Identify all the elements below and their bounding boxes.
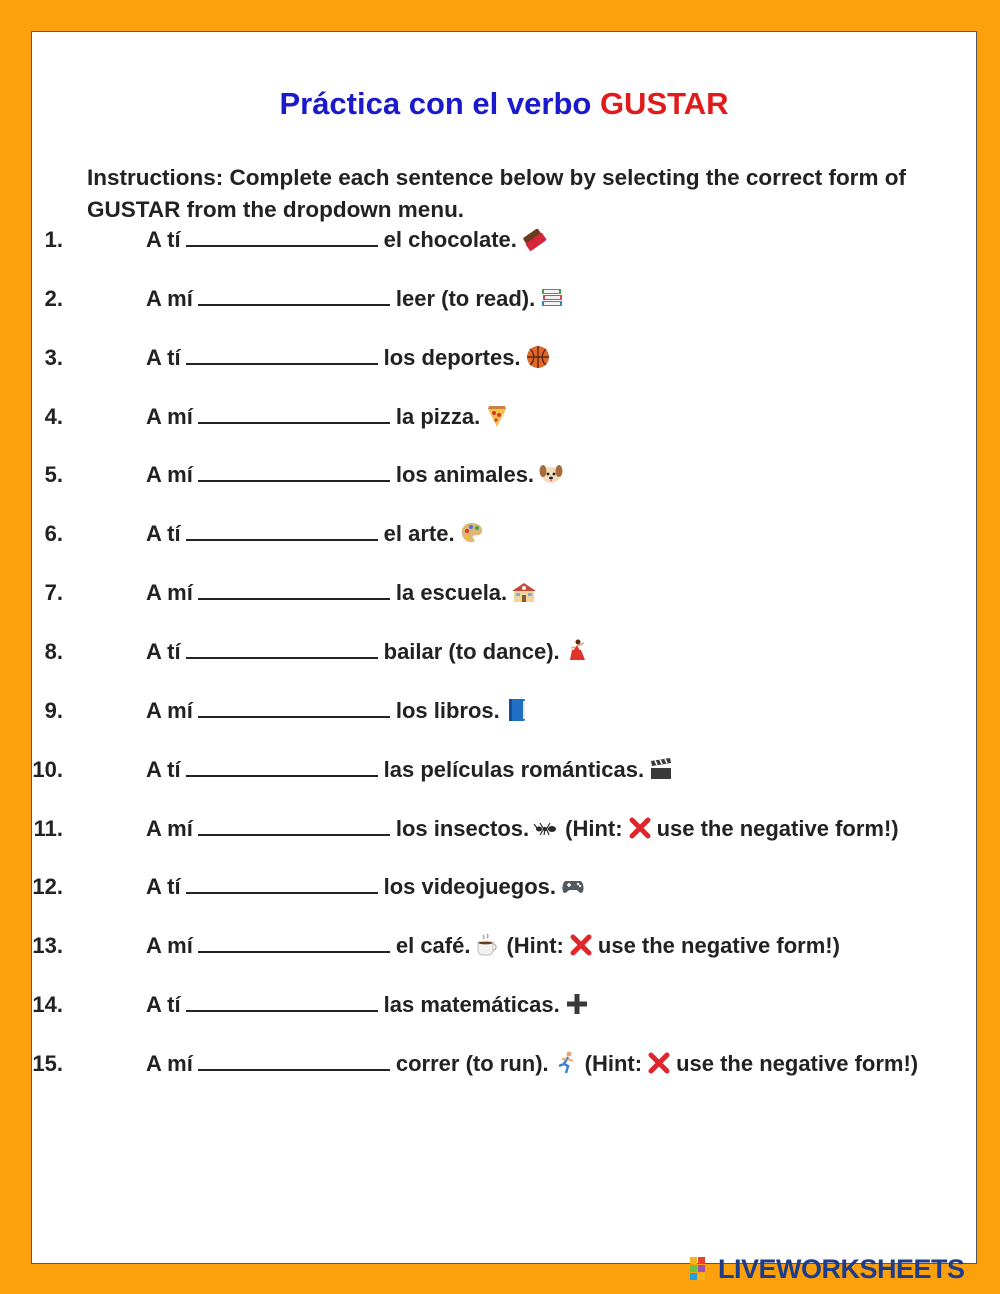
- item-number: 3.: [44, 344, 63, 370]
- dancer-icon: [564, 638, 590, 664]
- runner-icon: [553, 1050, 579, 1076]
- item-sentence: [146, 1049, 918, 1079]
- item-number: 9.: [44, 697, 63, 723]
- item-number: 6.: [44, 521, 63, 547]
- game-controller-icon: [560, 873, 586, 899]
- answer-dropdown[interactable]: [198, 1049, 390, 1071]
- page-title: [32, 88, 976, 119]
- answer-dropdown[interactable]: [186, 872, 378, 894]
- exercise-item: [32, 696, 978, 726]
- hint-text: use the negative form!): [597, 933, 840, 959]
- logo-text: LIVEWORKSHEETS: [718, 1254, 965, 1284]
- answer-dropdown[interactable]: [198, 814, 390, 836]
- item-sentence: [146, 872, 592, 902]
- hot-coffee-icon: [474, 932, 500, 958]
- item-sentence: [146, 460, 570, 490]
- answer-dropdown[interactable]: [198, 460, 390, 482]
- item-ending: los animales.: [395, 462, 535, 488]
- artist-palette-icon: [459, 520, 485, 546]
- item-sentence: [146, 637, 596, 667]
- item-sentence: [146, 755, 680, 785]
- dog-face-icon: [538, 461, 564, 487]
- item-sentence: [146, 696, 536, 726]
- item-sentence: [146, 225, 553, 255]
- exercise-item: [32, 990, 978, 1020]
- item-subject: A mí: [146, 933, 193, 959]
- red-x-icon: [568, 932, 594, 958]
- clapper-board-icon: [648, 756, 674, 782]
- answer-dropdown[interactable]: [186, 990, 378, 1012]
- item-ending: el arte.: [383, 521, 455, 547]
- item-sentence: [146, 990, 596, 1020]
- item-ending: bailar (to dance).: [383, 638, 560, 664]
- answer-dropdown[interactable]: [198, 284, 390, 306]
- exercise-item: [32, 460, 978, 490]
- answer-dropdown[interactable]: [186, 343, 378, 365]
- hint-prefix: (Hint:: [506, 933, 564, 959]
- item-sentence: [146, 284, 571, 314]
- item-number: 5.: [44, 462, 63, 488]
- exercise-item: [32, 225, 978, 255]
- answer-dropdown[interactable]: [198, 696, 390, 718]
- item-number: 15.: [32, 1050, 63, 1076]
- item-subject: A tí: [146, 992, 181, 1018]
- item-sentence: [146, 402, 516, 432]
- item-ending: los insectos.: [395, 815, 530, 841]
- item-ending: el café.: [395, 933, 471, 959]
- item-ending: leer (to read).: [395, 285, 536, 311]
- item-ending: las películas románticas.: [383, 756, 645, 782]
- liveworksheets-logo: [690, 1254, 990, 1284]
- item-subject: A tí: [146, 227, 181, 252]
- plus-icon: [564, 991, 590, 1017]
- item-number: 8.: [44, 638, 63, 664]
- item-subject: A mí: [146, 403, 193, 429]
- answer-dropdown[interactable]: [186, 519, 378, 541]
- school-icon: [511, 579, 537, 605]
- item-sentence: [146, 519, 491, 549]
- exercise-item: [32, 814, 978, 844]
- item-number: 11.: [33, 815, 63, 841]
- item-subject: A mí: [146, 1050, 193, 1076]
- chocolate-bar-icon: [521, 226, 547, 252]
- item-subject: A tí: [146, 874, 181, 900]
- exercise-item: [32, 578, 978, 608]
- answer-dropdown[interactable]: [198, 402, 390, 424]
- title-main: Práctica con el verbo: [279, 86, 600, 121]
- exercise-item: [32, 284, 978, 314]
- item-sentence: [146, 931, 840, 961]
- item-number: 12.: [32, 874, 63, 900]
- item-subject: A tí: [146, 344, 181, 370]
- answer-dropdown[interactable]: [198, 931, 390, 953]
- books-icon: [539, 285, 565, 311]
- item-number: 2.: [44, 285, 63, 311]
- item-ending: la pizza.: [395, 403, 481, 429]
- worksheet-page: [31, 31, 977, 1264]
- item-ending: la escuela.: [395, 580, 508, 606]
- item-subject: A mí: [146, 462, 193, 488]
- title-accent: GUSTAR: [599, 86, 729, 121]
- item-number: 13.: [32, 933, 63, 959]
- item-ending: correr (to run).: [395, 1050, 549, 1076]
- item-ending: las matemáticas.: [383, 992, 560, 1018]
- item-number: 7.: [44, 580, 63, 606]
- exercise-item: [32, 402, 978, 432]
- item-ending: los libros.: [395, 697, 500, 723]
- item-subject: A mí: [146, 580, 193, 606]
- exercise-item: [32, 1049, 978, 1079]
- exercise-item: [32, 519, 978, 549]
- item-sentence: [146, 814, 899, 844]
- item-ending: el chocolate.: [383, 227, 517, 252]
- answer-dropdown[interactable]: [186, 637, 378, 659]
- exercise-item: [32, 931, 978, 961]
- item-number: 4.: [44, 403, 63, 429]
- item-subject: A tí: [146, 521, 181, 547]
- item-sentence: [146, 343, 557, 373]
- exercise-item: [32, 343, 978, 373]
- blue-book-icon: [504, 697, 530, 723]
- item-number: 10.: [32, 756, 63, 782]
- answer-dropdown[interactable]: [186, 755, 378, 777]
- liveworksheets-mark-icon: [690, 1257, 716, 1281]
- hint-text: use the negative form!): [676, 1050, 919, 1076]
- answer-dropdown[interactable]: [198, 578, 390, 600]
- answer-dropdown[interactable]: [186, 225, 378, 247]
- pizza-icon: [484, 403, 510, 429]
- instructions-text: Instructions: Complete each sentence below by selecting the correct form of GUSTAR from the dropdown menu.: [87, 165, 906, 222]
- red-x-icon: [627, 815, 653, 841]
- hint-text: use the negative form!): [656, 815, 899, 841]
- exercise-item: [32, 755, 978, 785]
- item-subject: A mí: [146, 815, 193, 841]
- item-ending: los deportes.: [383, 344, 521, 370]
- item-subject: A mí: [146, 285, 193, 311]
- item-subject: A tí: [146, 638, 181, 664]
- hint-prefix: (Hint:: [565, 815, 623, 841]
- item-ending: los videojuegos.: [383, 874, 556, 900]
- item-subject: A tí: [146, 756, 181, 782]
- item-sentence: [146, 578, 543, 608]
- exercise-item: [32, 637, 978, 667]
- exercise-item: [32, 872, 978, 902]
- hint-prefix: (Hint:: [584, 1050, 643, 1076]
- item-subject: A mí: [146, 697, 193, 723]
- ant-icon: [533, 815, 559, 841]
- item-number: 1.: [44, 227, 63, 252]
- basketball-icon: [525, 344, 551, 370]
- item-number: 14.: [32, 992, 63, 1018]
- red-x-icon: [646, 1050, 672, 1076]
